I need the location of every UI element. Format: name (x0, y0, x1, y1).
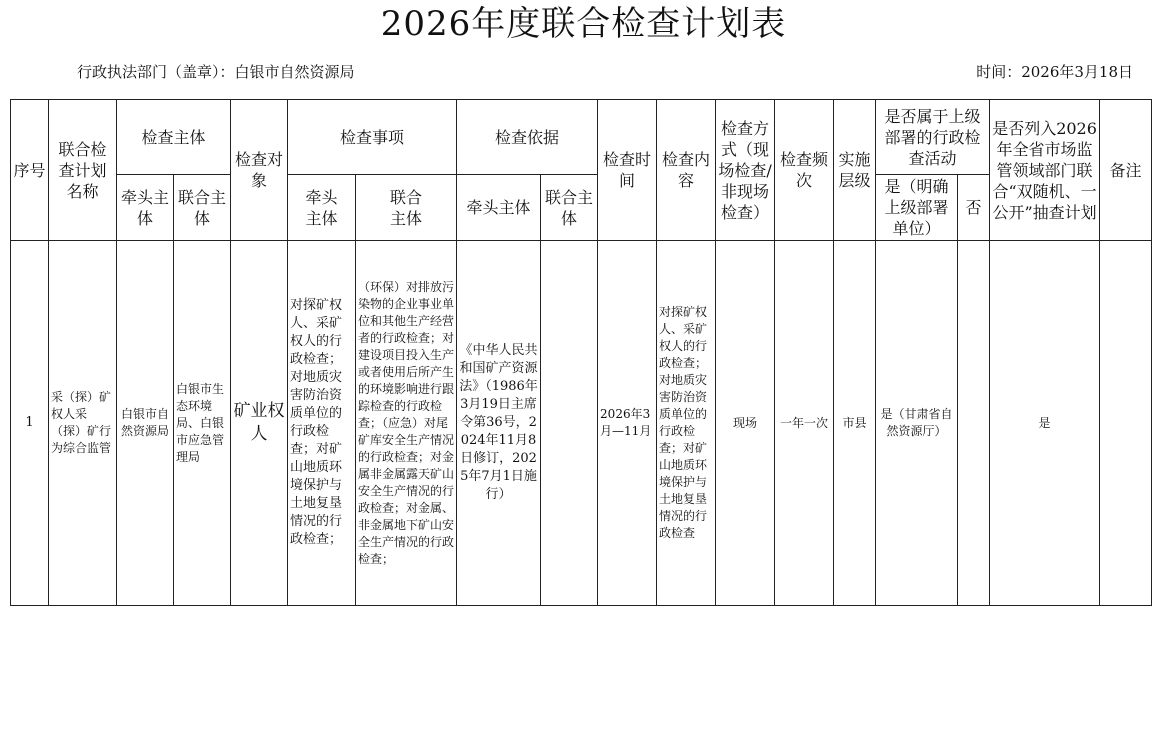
cell-basis-joint (541, 241, 598, 606)
header-frequency: 检查频次 (775, 100, 834, 241)
header-basis-lead: 牵头主体 (457, 175, 541, 241)
header-matters: 检查事项 (288, 100, 457, 175)
table-row (11, 241, 1152, 606)
header-method: 检查方式（现场检查/非现场检查） (716, 100, 775, 241)
header-superior: 是否属于上级部署的行政检查活动 (876, 100, 990, 175)
cell-superior-no (958, 241, 990, 606)
cell-seq: 1 (11, 241, 49, 606)
department-label: 行政执法部门（盖章）：白银市自然资源局 (77, 63, 355, 81)
cell-subject-lead: 白银市自然资源局 (117, 241, 174, 606)
header-row-1 (11, 100, 1152, 175)
header-seq: 序号 (11, 100, 49, 241)
header-target: 检查对象 (231, 100, 288, 241)
header-basis: 检查依据 (457, 100, 598, 175)
cell-target: 矿业权人 (231, 241, 288, 606)
cell-superior-yes: 是（甘肃省自然资源厅） (876, 241, 958, 606)
cell-subject-joint: 白银市生态环境局、白银市应急管理局 (174, 241, 231, 606)
date-label: 时间：2026年3月18日 (976, 63, 1133, 81)
header-matters-joint: 联合 主体 (356, 175, 457, 241)
cell-frequency: 一年一次 (775, 241, 834, 606)
header-time: 检查时间 (598, 100, 657, 241)
header-content: 检查内容 (657, 100, 716, 241)
cell-matters-joint: （环保）对排放污染物的企业事业单位和其他生产经营者的行政检查；对建设项目投入生产或者使用后所产生的环境影响进行跟踪检查的行政检查；（应急）对尾矿库安全生产情况的行政检查；对金属非金属露天矿山安全生产情况的行政检查；对金属、非金属地下矿山安全生产情况的行政检查； (356, 241, 457, 606)
header-matters-lead: 牵头 主体 (288, 175, 356, 241)
inspection-plan-table (10, 99, 1152, 606)
cell-basis-lead: 《中华人民共和国矿产资源法》（1986年3月19日主席令第36号，2024年11月8日修订，2025年7月1日施行） (457, 241, 541, 606)
header-subject-joint: 联合主体 (174, 175, 231, 241)
cell-content: 对探矿权人、采矿权人的行政检查；对地质灾害防治资质单位的行政检查；对矿山地质环境保护与土地复垦情况的行政检查 (657, 241, 716, 606)
header-provincial: 是否列入2026年全省市场监管领域部门联合“双随机、一公开”抽查计划 (990, 100, 1100, 241)
cell-provincial: 是 (990, 241, 1100, 606)
header-superior-yes: 是（明确上级部署单位） (876, 175, 958, 241)
header-superior-no: 否 (958, 175, 990, 241)
cell-time: 2026年3月—11月 (598, 241, 657, 606)
page-title: 2026年度联合检查计划表 (380, 4, 787, 44)
header-level: 实施层级 (834, 100, 876, 241)
header-row-2 (11, 175, 1152, 241)
header-subject: 检查主体 (117, 100, 231, 175)
cell-matters-lead: 对探矿权人、采矿权人的行政检查；对地质灾害防治资质单位的行政检查；对矿山地质环境保护与土地复垦情况的行政检查； (288, 241, 356, 606)
header-plan-name: 联合检查计划名称 (49, 100, 117, 241)
header-remarks: 备注 (1100, 100, 1152, 241)
cell-plan-name: 采（探）矿权人采（探）矿行为综合监管 (49, 241, 117, 606)
cell-remarks (1100, 241, 1152, 606)
cell-level: 市县 (834, 241, 876, 606)
header-subject-lead: 牵头主体 (117, 175, 174, 241)
header-basis-joint: 联合主体 (541, 175, 598, 241)
cell-method: 现场 (716, 241, 775, 606)
